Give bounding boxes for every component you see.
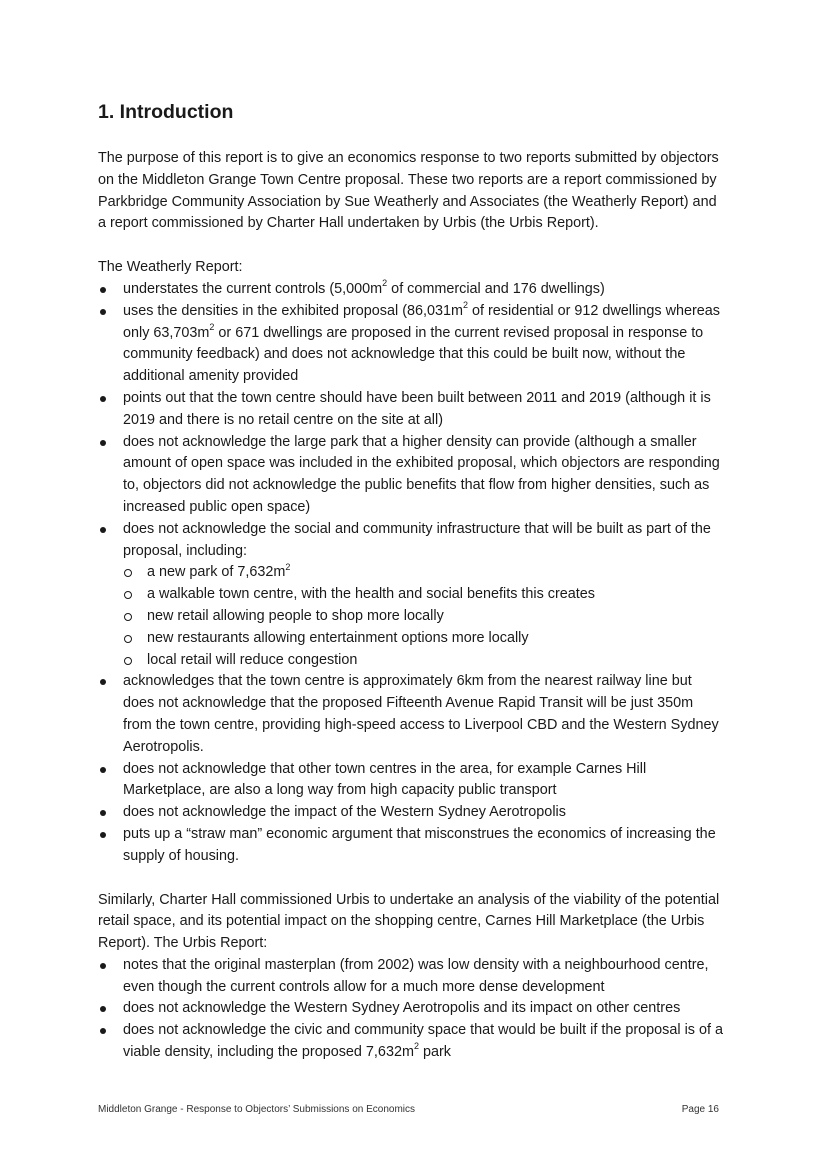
sublist-item: local retail will reduce congestion [123,650,723,672]
intro-paragraph: The purpose of this report is to give an economics response to two reports submitted by objectors on the Middleton Grange Town Centre proposal. These two reports are a report commissioned by Parkbridge Community Association by Sue Weatherly and Associates (the Weatherly Report) and a report commissioned by Charter Hall undertaken by Urbis (the Urbis Report). [98,150,719,232]
sublist-item: a new park of $7,632m^2$ [123,562,723,584]
sublist-item: new restaurants allowing entertainment options more locally [123,628,723,650]
footer-title: Middleton Grange - Response to Objectors’ Submissions on Economics [98,1104,416,1115]
list-item: points out that the town centre should have been built between 2011 and 2019 (although it is 2019 and there is no retail centre on the site at all) [98,388,723,432]
section-heading: 1. Introduction [98,101,234,123]
infrastructure-sublist [123,562,723,671]
list-item: understates the current controls ($5,000m^2$ of commercial and 176 dwellings) [98,279,723,301]
list-item: puts up a “straw man” economic argument that misconstrues the economics of increasing the supply of housing. [98,824,723,868]
list-item: does not acknowledge that other town centres in the area, for example Carnes Hill Marketplace, are also a long way from high capacity public transport [98,759,723,803]
list-item: does not acknowledge the civic and community space that would be built if the proposal is of a viable density, including the proposed $7,632m^2$ park [98,1020,723,1064]
sublist-item: a walkable town centre, with the health and social benefits this creates [123,584,723,606]
page-content [98,98,723,1064]
list-item: acknowledges that the town centre is approximately 6km from the nearest railway line but does not acknowledge that the proposed Fifteenth Avenue Rapid Transit will be just 350m from the town centre, providing high-speed access to Liverpool CBD and the Western Sydney Aerotropolis. [98,671,723,758]
list-item: does not acknowledge the social and community infrastructure that will be built as part of the proposal, including: a new park of $7,632m^2$ a walkable town centre, with the health and social benefits this creates new retail allowing people to shop more locally new restaurants allowing entertainment options more locally local retail will reduce congestion [98,519,723,672]
weatherly-lead: The Weatherly Report: [98,259,243,276]
sublist-item: new retail allowing people to shop more locally [123,606,723,628]
urbis-lead: Similarly, Charter Hall commissioned Urbis to undertake an analysis of the viability of the potential retail space, and its potential impact on the shopping centre, Carnes Hill Marketplace (the Urbis Report). The Urbis Report: [98,891,720,952]
list-item: uses the densities in the exhibited proposal ($86,031m^2$ of residential or 912 dwellings whereas only $63,703m^2$ or 671 dwellings are proposed in the current revised proposal in response to community feedback) and does not acknowledge that this could be built now, without the additional amenity provided [98,301,723,388]
weatherly-list [98,279,723,868]
list-item: notes that the original masterplan (from 2002) was low density with a neighbourhood centre, even though the current controls allow for a much more dense development [98,955,723,999]
page-number: Page 16 [681,1104,719,1115]
list-item: does not acknowledge the impact of the Western Sydney Aerotropolis [98,802,723,824]
list-item: does not acknowledge the large park that a higher density can provide (although a smaller amount of open space was included in the exhibited proposal, which objectors are responding to, objectors did not acknowledge the public benefits that flow from higher densities, such as increased public open space) [98,432,723,519]
urbis-list [98,955,723,1064]
list-item: does not acknowledge the Western Sydney Aerotropolis and its impact on other centres [98,998,723,1020]
